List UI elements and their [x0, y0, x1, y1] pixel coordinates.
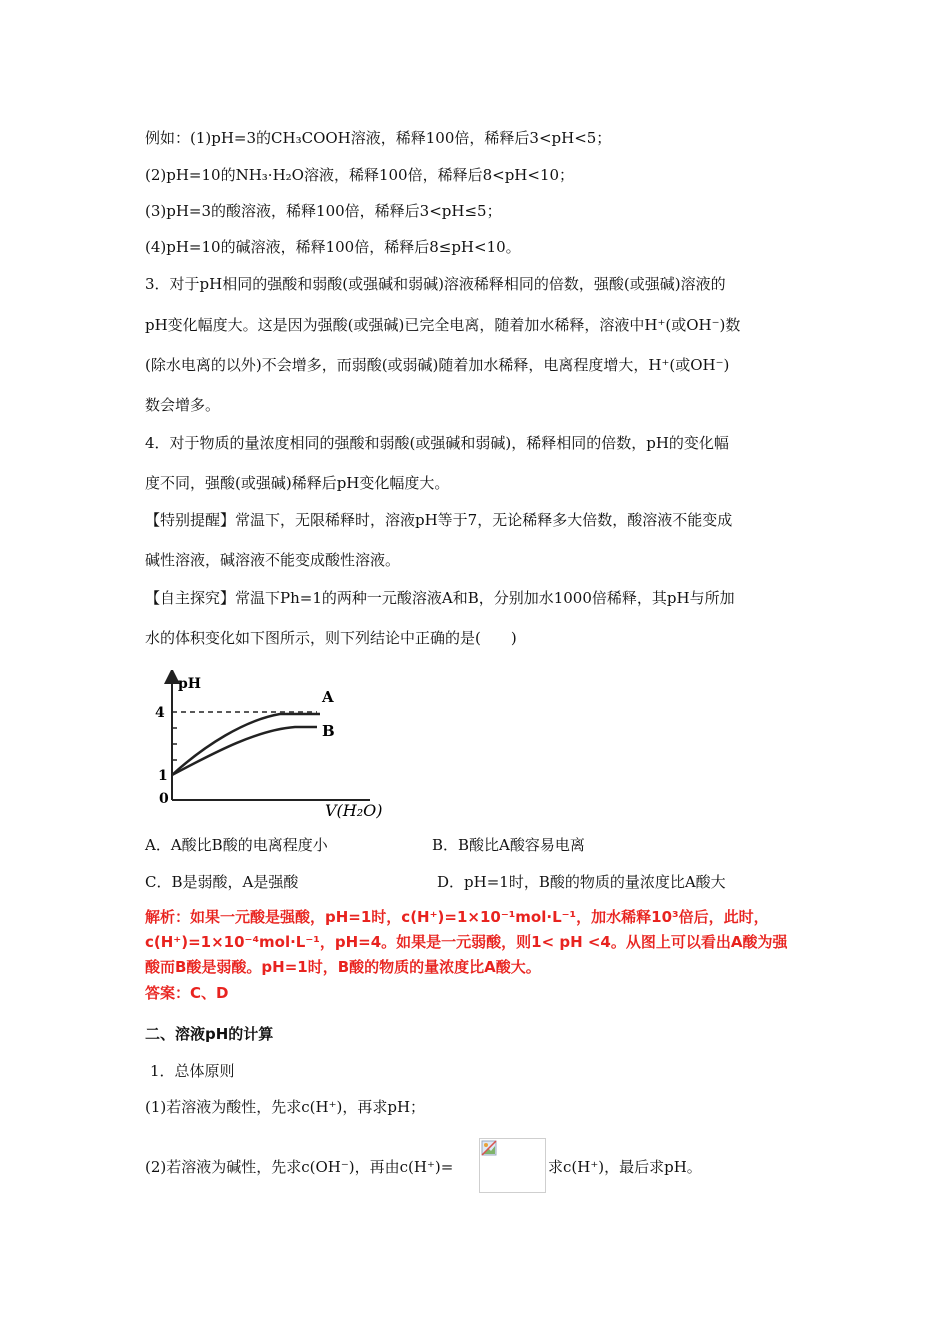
option-c[interactable]: C．B是弱酸，A是强酸 [145, 873, 299, 891]
curve-a [172, 714, 320, 775]
section-item-1: 1．总体原则 [150, 1062, 235, 1080]
curve-a-label: A [322, 688, 334, 706]
rule-basic-start: (2)若溶液为碱性，先求c(OH⁻)，再由c(H⁺)= [145, 1158, 454, 1176]
line-example-2: (2)pH=10的NH₃·H₂O溶液，稀释100倍，稀释后8<pH<10； [145, 166, 575, 184]
tick-label-1: 1 [158, 768, 168, 784]
answer-line-3: 酸而B酸是弱酸。pH=1时，B酸的物质的量浓度比A酸大。 [145, 958, 541, 976]
rule-acidic: (1)若溶液为酸性，先求c(H⁺)，再求pH； [145, 1098, 426, 1116]
x-axis-label: V(H₂O) [325, 801, 383, 820]
section-heading: 二、溶液pH的计算 [145, 1025, 274, 1043]
paragraph-3-line-4: 数会增多。 [145, 396, 221, 414]
line-example-1: 例如：(1)pH=3的CH₃COOH溶液，稀释100倍，稀释后3<pH<5； [145, 129, 612, 147]
tip-line-2: 碱性溶液，碱溶液不能变成酸性溶液。 [145, 551, 401, 569]
curve-b [172, 727, 317, 775]
ph-dilution-graph [145, 670, 395, 820]
formula-image [479, 1138, 546, 1193]
exercise-line-1: 【自主探究】常温下Ph=1的两种一元酸溶液A和B，分别加水1000倍稀释，其pH与所加 [145, 589, 735, 607]
option-d[interactable]: D．pH=1时，B酸的物质的量浓度比A酸大 [437, 873, 726, 891]
broken-image-icon [481, 1140, 499, 1158]
answer-line-4: 答案：C、D [145, 984, 229, 1002]
tick-label-4: 4 [155, 705, 165, 721]
paragraph-3-line-3: (除水电离的以外)不会增多，而弱酸(或弱碱)随着加水稀释，电离程度增大，H⁺(或OH⁻) [145, 356, 730, 374]
line-example-4: (4)pH=10的碱溶液，稀释100倍，稀释后8≤pH<10。 [145, 238, 521, 256]
paragraph-3-line-2: pH变化幅度大。这是因为强酸(或强碱)已完全电离，随着加水稀释，溶液中H⁺(或OH⁻)数 [145, 316, 741, 334]
curve-b-label: B [322, 722, 335, 740]
option-a[interactable]: A．A酸比B酸的电离程度小 [145, 836, 328, 854]
paragraph-3-line-1: 3．对于pH相同的强酸和弱酸(或强碱和弱碱)溶液稀释相同的倍数，强酸(或强碱)溶液的 [145, 275, 726, 293]
paragraph-4-line-2: 度不同，强酸(或强碱)稀释后pH变化幅度大。 [145, 474, 450, 492]
answer-line-1: 解析：如果一元酸是强酸，pH=1时，c(H⁺)=1×10⁻¹mol·L⁻¹，加水稀释10³倍后，此时， [145, 908, 769, 926]
option-b[interactable]: B．B酸比A酸容易电离 [432, 836, 585, 854]
answer-line-2: c(H⁺)=1×10⁻⁴mol·L⁻¹，pH=4。如果是一元弱酸，则1< pH <4。从图上可以看出A酸为强 [145, 933, 788, 951]
tip-line-1: 【特别提醒】常温下，无限稀释时，溶液pH等于7，无论稀释多大倍数，酸溶液不能变成 [145, 511, 733, 529]
line-example-3: (3)pH=3的酸溶液，稀释100倍，稀释后3<pH≤5； [145, 202, 502, 220]
y-axis-label: pH [178, 676, 202, 692]
paragraph-4-line-1: 4．对于物质的量浓度相同的强酸和弱酸(或强碱和弱碱)，稀释相同的倍数，pH的变化幅 [145, 434, 729, 452]
exercise-line-2: 水的体积变化如下图所示，则下列结论中正确的是( ) [145, 629, 517, 647]
origin-label: 0 [159, 791, 169, 807]
rule-basic-end: 求c(H⁺)，最后求pH。 [548, 1158, 702, 1176]
